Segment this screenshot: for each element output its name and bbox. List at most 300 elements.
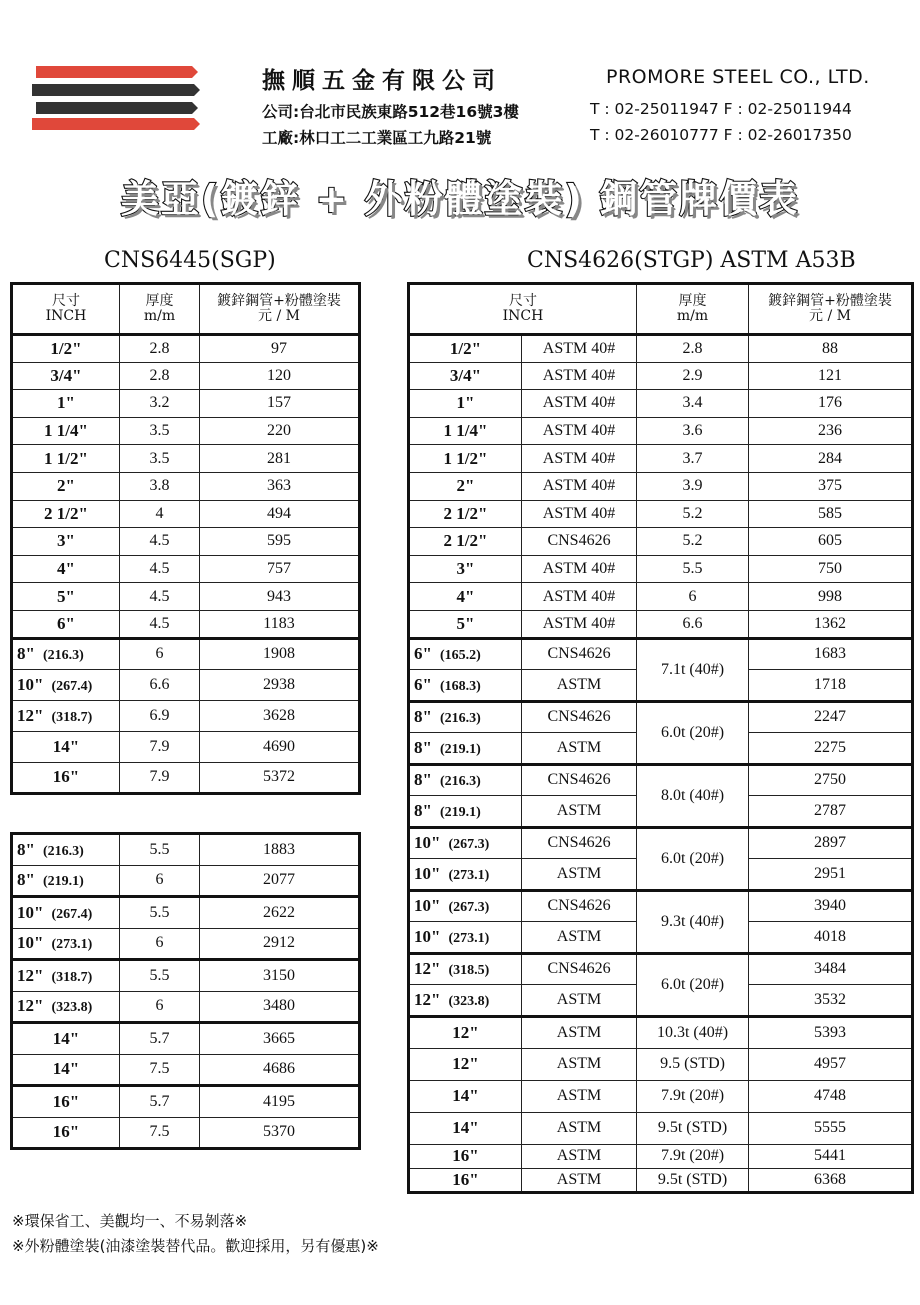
table-row [409,500,913,528]
size-value: 16" [452,1169,479,1189]
size-cell [12,555,120,583]
table-row [12,1086,360,1118]
size-cell [12,960,120,992]
price-header: 鍍鋅鋼管+粉體塗裝 元 / M [749,284,913,335]
size-value: 3" [456,559,475,579]
price-cell: 2897 [749,827,913,859]
price-cell: 3532 [749,985,913,1017]
size-cell [409,500,522,528]
price-cell: 281 [200,445,360,473]
size-cell [12,472,120,500]
table-row [409,583,913,611]
thickness-cell: 10.3t (40#) [637,1016,749,1048]
size-value: 1" [456,393,475,413]
size-cell [409,472,522,500]
table-row [409,890,913,922]
price-cell: 2951 [749,859,913,891]
price-cell: 88 [749,335,913,363]
spec-cell: ASTM 40# [522,362,637,390]
thickness-cell: 7.9t (20#) [637,1144,749,1168]
spec-cell: ASTM 40# [522,583,637,611]
size-cell [409,827,522,859]
thickness-cell: 3.9 [637,472,749,500]
size-value: 8" [414,707,432,727]
sgp-price-table-large [10,832,361,1150]
price-cell: 1683 [749,638,913,670]
price-cell: 2912 [200,928,360,960]
size-cell [12,1086,120,1118]
table-row [12,610,360,638]
table-row [409,1016,913,1048]
price-cell: 3940 [749,890,913,922]
size-value: 16" [52,767,80,787]
size-value: 10" [17,902,44,922]
price-cell: 750 [749,555,913,583]
thickness-cell: 2.9 [637,362,749,390]
table-row [12,928,360,960]
size-value: 8" [414,737,432,757]
size-value: 4" [456,586,475,606]
spec-cell: ASTM 40# [522,610,637,638]
size-cell [12,762,120,793]
outer-diameter: (323.8) [51,1000,93,1016]
price-cell: 5393 [749,1016,913,1048]
outer-diameter: (323.8) [448,993,490,1009]
size-value: 14" [452,1086,479,1106]
thickness-cell: 8.0t (40#) [637,764,749,827]
table-row [409,390,913,418]
outer-diameter: (273.1) [448,930,490,946]
spec-cell: CNS4626 [522,638,637,670]
spec-cell: CNS4626 [522,827,637,859]
price-cell: 1908 [200,638,360,669]
size-value: 8" [17,870,35,890]
note-line: ※環保省工、美觀均一、不易剝落※ [12,1212,248,1230]
thickness-cell: 7.1t (40#) [637,638,749,701]
size-cell [12,390,120,418]
company-name-en: PROMORE STEEL CO., LTD. [606,66,870,88]
thickness-cell: 6.0t (20#) [637,701,749,764]
size-value: 3/4" [50,365,82,385]
thickness-cell: 9.5 (STD) [637,1048,749,1080]
table-row [409,1168,913,1192]
thickness-cell: 7.9 [120,762,200,793]
page-title: 美亞(鍍鋅 + 外粉體塗裝) 鋼管牌價表 [120,177,800,221]
price-cell: 494 [200,500,360,528]
size-cell [12,928,120,960]
spec-cell: ASTM 40# [522,500,637,528]
thickness-cell: 3.7 [637,445,749,473]
size-value: 6" [57,613,75,633]
size-cell [12,417,120,445]
price-cell: 121 [749,362,913,390]
price-cell: 5372 [200,762,360,793]
table-row [12,528,360,556]
price-cell: 4018 [749,922,913,954]
price-cell: 4195 [200,1086,360,1118]
size-value: 16" [52,1122,80,1142]
spec-cell: ASTM [522,1016,637,1048]
price-cell: 6368 [749,1168,913,1192]
size-value: 1 1/2" [443,448,488,468]
size-value: 16" [452,1146,479,1166]
thickness-cell: 6 [120,865,200,897]
thickness-cell: 6 [120,928,200,960]
size-value: 14" [52,736,80,756]
size-cell [409,953,522,985]
price-cell: 3628 [200,700,360,731]
thickness-cell: 3.6 [637,417,749,445]
size-cell [12,583,120,611]
price-cell: 5441 [749,1144,913,1168]
thickness-cell: 5.2 [637,528,749,556]
thickness-cell: 5.5 [120,897,200,929]
table-row [409,638,913,670]
spec-cell: CNS4626 [522,528,637,556]
thickness-cell: 9.5t (STD) [637,1112,749,1144]
thickness-cell: 6.6 [120,669,200,700]
table-row [12,865,360,897]
size-value: 1 1/4" [44,421,88,441]
thickness-cell: 5.7 [120,1023,200,1055]
size-value: 1" [57,393,75,413]
size-value: 14" [52,1059,80,1079]
size-cell [409,445,522,473]
table-row [12,362,360,390]
size-value: 6" [414,674,432,694]
size-cell [409,1112,522,1144]
size-cell [12,1054,120,1086]
thickness-cell: 7.5 [120,1117,200,1149]
price-cell: 4690 [200,731,360,762]
right-section-title: CNS4626(STGP) ASTM A53B [527,248,856,273]
spec-cell: ASTM 40# [522,555,637,583]
thickness-header: 厚度 m/m [637,284,749,335]
size-cell [409,1048,522,1080]
outer-diameter: (216.3) [439,711,481,727]
outer-diameter: (219.1) [439,804,481,820]
size-cell [409,890,522,922]
table-row [12,669,360,700]
size-value: 8" [414,770,432,790]
price-cell: 585 [749,500,913,528]
size-cell [12,362,120,390]
size-cell [12,1023,120,1055]
spec-cell: ASTM [522,859,637,891]
thickness-cell: 3.2 [120,390,200,418]
price-cell: 605 [749,528,913,556]
thickness-cell: 5.5 [120,834,200,866]
price-cell: 3480 [200,991,360,1023]
thickness-cell: 6 [120,638,200,669]
thickness-cell: 4.5 [120,610,200,638]
thickness-cell: 6 [120,991,200,1023]
table-row [409,764,913,796]
table-row [12,762,360,793]
size-cell [12,1117,120,1149]
price-cell: 998 [749,583,913,611]
thickness-cell: 5.2 [637,500,749,528]
table-row [12,700,360,731]
factory-address: 工廠:林口工二工業區工九路21號 [262,129,492,147]
spec-cell: ASTM [522,796,637,828]
outer-diameter: (318.7) [51,969,93,985]
size-value: 3" [57,531,75,551]
size-cell [409,583,522,611]
table-row [12,583,360,611]
outer-diameter: (216.3) [439,774,481,790]
thickness-header: 厚度 m/m [120,284,200,335]
thickness-cell: 4 [120,500,200,528]
size-value: 10" [414,833,441,853]
size-cell [409,335,522,363]
spec-cell: ASTM [522,1144,637,1168]
size-value: 8" [17,644,35,664]
thickness-cell: 6.0t (20#) [637,827,749,890]
table-row [12,834,360,866]
size-cell [409,922,522,954]
outer-diameter: (267.4) [51,678,93,694]
spec-cell: ASTM [522,1048,637,1080]
table-row [409,1080,913,1112]
thickness-cell: 6.0t (20#) [637,953,749,1016]
left-section-title: CNS6445(SGP) [104,248,276,273]
thickness-cell: 3.8 [120,472,200,500]
size-cell [409,610,522,638]
price-header: 鍍鋅鋼管+粉體塗裝 元 / M [200,284,360,335]
size-value: 1 1/4" [443,421,488,441]
price-cell: 3665 [200,1023,360,1055]
size-cell [12,991,120,1023]
price-cell: 1362 [749,610,913,638]
size-value: 16" [52,1091,80,1111]
size-cell [409,1168,522,1192]
thickness-cell: 4.5 [120,528,200,556]
price-cell: 284 [749,445,913,473]
table-row [409,472,913,500]
table-row [12,991,360,1023]
thickness-cell: 3.5 [120,417,200,445]
size-cell [409,1144,522,1168]
thickness-cell: 9.5t (STD) [637,1168,749,1192]
size-cell [12,500,120,528]
size-cell [409,555,522,583]
table-row [12,417,360,445]
table-row [12,1054,360,1086]
size-value: 12" [414,959,441,979]
size-cell [12,669,120,700]
outer-diameter: (165.2) [439,648,481,664]
size-value: 1 1/2" [44,448,88,468]
size-value: 6" [414,644,432,664]
size-cell [409,670,522,702]
table-row [12,960,360,992]
spec-cell: ASTM [522,733,637,765]
spec-cell: ASTM [522,670,637,702]
size-value: 10" [414,896,441,916]
size-header: 尺寸 INCH [409,284,637,335]
price-cell: 5370 [200,1117,360,1149]
size-cell [409,638,522,670]
thickness-cell: 9.3t (40#) [637,890,749,953]
size-value: 12" [414,989,441,1009]
spec-cell: CNS4626 [522,764,637,796]
price-cell: 97 [200,335,360,363]
size-cell [12,731,120,762]
price-cell: 120 [200,362,360,390]
spec-cell: ASTM 40# [522,390,637,418]
size-cell [409,417,522,445]
thickness-cell: 6.6 [637,610,749,638]
size-cell [12,335,120,363]
size-value: 12" [17,705,44,725]
table-row [12,1023,360,1055]
spec-cell: ASTM 40# [522,472,637,500]
size-value: 2 1/2" [443,503,488,523]
outer-diameter: (267.3) [448,837,490,853]
table-row [409,417,913,445]
size-cell [12,834,120,866]
size-value: 12" [17,965,44,985]
size-cell [409,1016,522,1048]
office-phone: T : 02-25011947 F : 02-25011944 [590,100,852,118]
outer-diameter: (267.4) [51,906,93,922]
company-name-zh: 撫順五金有限公司 [262,68,502,94]
price-cell: 4686 [200,1054,360,1086]
size-value: 10" [17,933,44,953]
spec-cell: CNS4626 [522,953,637,985]
size-cell [409,733,522,765]
note-line: ※外粉體塗裝(油漆塗裝替代品。歡迎採用，另有優惠)※ [12,1237,379,1255]
size-value: 10" [17,674,44,694]
size-cell [409,701,522,733]
spec-cell: ASTM [522,1112,637,1144]
price-cell: 1718 [749,670,913,702]
price-cell: 2938 [200,669,360,700]
sgp-price-table [10,282,361,795]
price-cell: 595 [200,528,360,556]
thickness-cell: 4.5 [120,555,200,583]
size-value: 2" [57,476,75,496]
spec-cell: CNS4626 [522,701,637,733]
thickness-cell: 2.8 [120,335,200,363]
price-cell: 375 [749,472,913,500]
thickness-cell: 6.9 [120,700,200,731]
size-cell [12,528,120,556]
spec-cell: ASTM [522,985,637,1017]
table-row [409,701,913,733]
table-row [409,335,913,363]
table-row [409,555,913,583]
thickness-cell: 6 [637,583,749,611]
table-row [409,445,913,473]
thickness-cell: 7.9 [120,731,200,762]
price-cell: 4957 [749,1048,913,1080]
size-cell [12,865,120,897]
stgp-astm-price-table [407,282,914,1194]
price-cell: 3484 [749,953,913,985]
size-value: 4" [57,559,75,579]
price-cell: 2750 [749,764,913,796]
thickness-cell: 2.8 [637,335,749,363]
size-value: 2" [456,476,475,496]
thickness-cell: 5.5 [637,555,749,583]
size-value: 5" [57,586,75,606]
size-value: 14" [452,1118,479,1138]
spec-cell: ASTM 40# [522,417,637,445]
thickness-cell: 5.7 [120,1086,200,1118]
table-row [12,731,360,762]
thickness-cell: 7.9t (20#) [637,1080,749,1112]
thickness-cell: 3.5 [120,445,200,473]
size-header: 尺寸 INCH [12,284,120,335]
size-value: 8" [414,800,432,820]
outer-diameter: (318.7) [51,709,93,725]
size-value: 12" [452,1022,479,1042]
outer-diameter: (273.1) [51,937,93,953]
table-row [409,610,913,638]
size-cell [409,796,522,828]
size-cell [12,610,120,638]
thickness-cell: 5.5 [120,960,200,992]
thickness-cell: 7.5 [120,1054,200,1086]
table-row [409,827,913,859]
size-cell [409,985,522,1017]
size-cell [409,859,522,891]
price-cell: 236 [749,417,913,445]
price-cell: 2077 [200,865,360,897]
price-cell: 2622 [200,897,360,929]
price-cell: 363 [200,472,360,500]
thickness-cell: 3.4 [637,390,749,418]
size-cell [409,764,522,796]
size-value: 8" [17,839,35,859]
size-cell [409,528,522,556]
table-row [12,472,360,500]
size-value: 2 1/2" [44,503,88,523]
size-cell [12,700,120,731]
spec-cell: ASTM 40# [522,445,637,473]
size-value: 5" [456,613,475,633]
table-header-row [409,284,913,335]
table-row [12,390,360,418]
price-cell: 220 [200,417,360,445]
size-cell [12,638,120,669]
price-cell: 176 [749,390,913,418]
outer-diameter: (318.5) [448,963,490,979]
office-address: 公司:台北市民族東路512巷16號3樓 [262,103,519,121]
size-value: 14" [52,1028,80,1048]
price-cell: 3150 [200,960,360,992]
outer-diameter: (216.3) [42,648,84,664]
outer-diameter: (267.3) [448,900,490,916]
table-row [12,445,360,473]
table-row [12,897,360,929]
size-value: 12" [17,996,44,1016]
size-value: 3/4" [449,365,482,385]
outer-diameter: (219.1) [42,874,84,890]
price-cell: 5555 [749,1112,913,1144]
table-row [12,335,360,363]
table-row [12,638,360,669]
outer-diameter: (168.3) [439,678,481,694]
spec-cell: ASTM [522,1168,637,1192]
price-cell: 943 [200,583,360,611]
table-row [12,1117,360,1149]
size-value: 1/2" [50,338,82,358]
outer-diameter: (219.1) [439,741,481,757]
price-cell: 2275 [749,733,913,765]
